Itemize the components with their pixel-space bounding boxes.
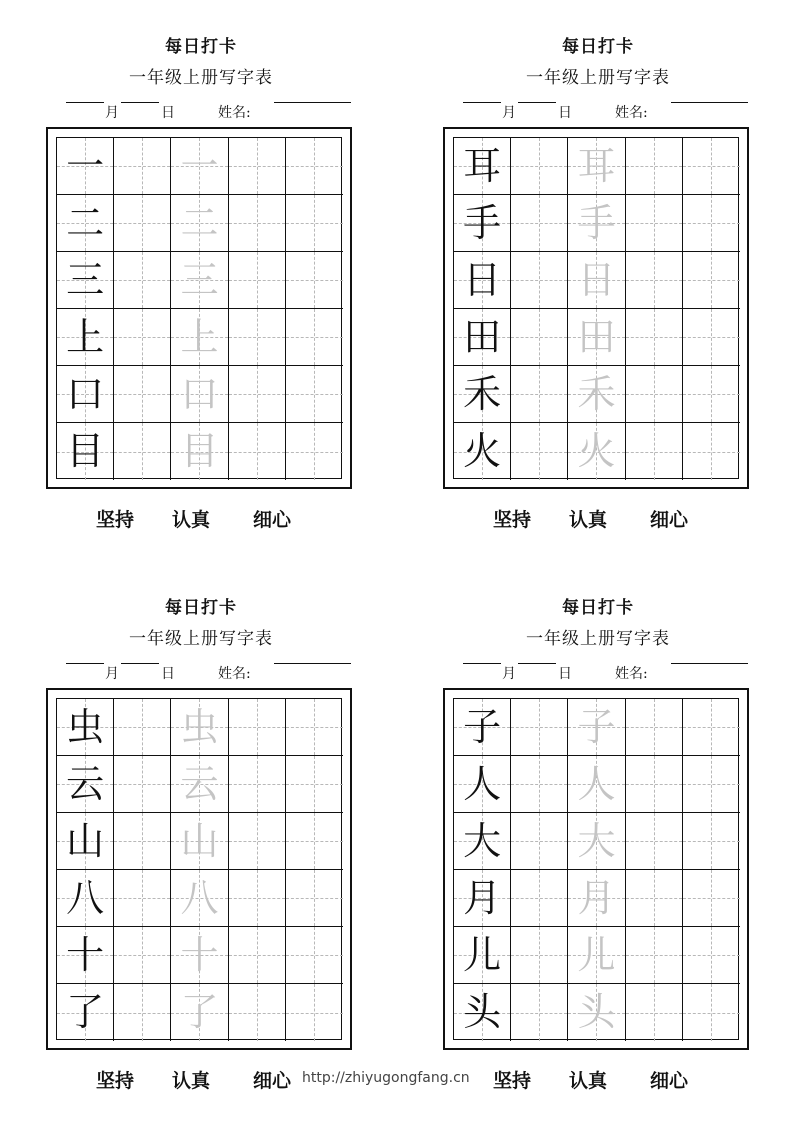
day-blank[interactable] [518, 102, 556, 103]
name-blank[interactable] [274, 663, 351, 664]
writing-grid [46, 688, 352, 1050]
model-character-cell[interactable] [57, 138, 114, 195]
practice-cell[interactable] [683, 309, 740, 366]
trace-character: 十 [180, 933, 219, 977]
worksheet-title: 每日打卡 [562, 598, 634, 618]
motto-word: 坚持 [493, 1070, 532, 1092]
practice-cell[interactable] [114, 927, 171, 984]
practice-cell[interactable] [626, 195, 683, 252]
model-character-cell[interactable] [57, 366, 114, 423]
model-character: 了 [66, 990, 105, 1034]
practice-cell[interactable] [286, 927, 343, 984]
practice-cell[interactable] [683, 366, 740, 423]
practice-cell[interactable] [114, 699, 171, 756]
month-blank[interactable] [463, 663, 501, 664]
month-blank[interactable] [66, 102, 104, 103]
trace-character: 大 [577, 819, 616, 863]
practice-cell[interactable] [229, 423, 286, 480]
model-character: 一 [66, 144, 105, 188]
worksheet-title: 每日打卡 [165, 37, 237, 57]
trace-character-cell[interactable] [568, 138, 625, 195]
day-blank[interactable] [518, 663, 556, 664]
trace-character-cell[interactable] [568, 756, 625, 813]
name-label: 姓名: [615, 105, 648, 121]
worksheet-subtitle: 一年级上册写字表 [526, 68, 670, 88]
practice-cell[interactable] [511, 699, 568, 756]
trace-character: 了 [180, 990, 219, 1034]
trace-character: 子 [577, 705, 616, 749]
motto-word: 细心 [253, 1070, 292, 1092]
practice-cell[interactable] [511, 984, 568, 1041]
model-character: 耳 [463, 144, 502, 188]
model-character-cell[interactable] [454, 870, 511, 927]
trace-character-cell[interactable] [171, 309, 228, 366]
grid-inner-frame [453, 698, 739, 1040]
trace-character-cell[interactable] [568, 813, 625, 870]
practice-cell[interactable] [511, 927, 568, 984]
trace-character: 头 [577, 990, 616, 1034]
motto-word: 坚持 [96, 1070, 135, 1092]
practice-cell[interactable] [683, 927, 740, 984]
trace-character-cell[interactable] [171, 366, 228, 423]
name-blank[interactable] [671, 102, 748, 103]
trace-character-cell[interactable] [171, 984, 228, 1041]
practice-cell[interactable] [511, 756, 568, 813]
model-character-cell[interactable] [454, 423, 511, 480]
trace-character: 田 [577, 315, 616, 359]
worksheet-subtitle: 一年级上册写字表 [526, 629, 670, 649]
practice-cell[interactable] [626, 309, 683, 366]
month-label: 月 [502, 666, 516, 682]
model-character-cell[interactable] [57, 984, 114, 1041]
date-name-line [463, 663, 753, 683]
motto-word: 认真 [172, 1070, 211, 1092]
motto-word: 认真 [569, 509, 608, 531]
model-character: 虫 [66, 705, 105, 749]
practice-cell[interactable] [286, 870, 343, 927]
practice-cell[interactable] [286, 309, 343, 366]
trace-character-cell[interactable] [171, 813, 228, 870]
practice-cell[interactable] [286, 138, 343, 195]
model-character: 儿 [463, 933, 502, 977]
motto [96, 1066, 336, 1094]
practice-cell[interactable] [511, 252, 568, 309]
practice-cell[interactable] [626, 138, 683, 195]
model-character-cell[interactable] [454, 309, 511, 366]
model-character: 二 [66, 201, 105, 245]
motto [493, 1066, 733, 1094]
month-blank[interactable] [463, 102, 501, 103]
trace-character-cell[interactable] [568, 309, 625, 366]
motto-word: 坚持 [96, 509, 135, 531]
model-character: 大 [463, 819, 502, 863]
trace-character: 手 [577, 201, 616, 245]
motto-word: 细心 [650, 509, 689, 531]
practice-cell[interactable] [683, 870, 740, 927]
grid-inner-frame [56, 698, 342, 1040]
trace-character-cell[interactable] [171, 699, 228, 756]
model-character: 云 [66, 762, 105, 806]
model-character-cell[interactable] [57, 309, 114, 366]
practice-cell[interactable] [286, 813, 343, 870]
trace-character: 禾 [577, 372, 616, 416]
trace-character: 人 [577, 762, 616, 806]
worksheet-card [443, 561, 753, 1101]
practice-cell[interactable] [114, 984, 171, 1041]
name-blank[interactable] [274, 102, 351, 103]
model-character: 十 [66, 933, 105, 977]
practice-cell[interactable] [114, 813, 171, 870]
model-character-cell[interactable] [57, 927, 114, 984]
model-character-cell[interactable] [57, 813, 114, 870]
practice-cell[interactable] [683, 813, 740, 870]
trace-character: 云 [180, 762, 219, 806]
trace-character-cell[interactable] [171, 252, 228, 309]
day-blank[interactable] [121, 102, 159, 103]
motto [96, 505, 336, 533]
name-label: 姓名: [218, 666, 251, 682]
day-label: 日 [161, 666, 175, 682]
trace-character: 口 [180, 372, 219, 416]
practice-cell[interactable] [114, 252, 171, 309]
practice-cell[interactable] [626, 366, 683, 423]
trace-character: 虫 [180, 705, 219, 749]
writing-grid [46, 127, 352, 489]
worksheet-subtitle: 一年级上册写字表 [129, 629, 273, 649]
trace-character-cell[interactable] [171, 927, 228, 984]
practice-cell[interactable] [511, 423, 568, 480]
practice-cell[interactable] [626, 870, 683, 927]
model-character: 头 [463, 990, 502, 1034]
model-character: 山 [66, 819, 105, 863]
model-character: 禾 [463, 372, 502, 416]
practice-cell[interactable] [511, 870, 568, 927]
practice-cell[interactable] [626, 813, 683, 870]
model-character: 月 [463, 876, 502, 920]
model-character: 八 [66, 876, 105, 920]
practice-cell[interactable] [229, 138, 286, 195]
trace-character: 上 [180, 315, 219, 359]
practice-cell[interactable] [114, 366, 171, 423]
trace-character: 儿 [577, 933, 616, 977]
practice-cell[interactable] [286, 195, 343, 252]
practice-cell[interactable] [626, 252, 683, 309]
date-name-line [463, 102, 753, 122]
model-character-cell[interactable] [454, 252, 511, 309]
model-character: 子 [463, 705, 502, 749]
model-character-cell[interactable] [454, 195, 511, 252]
model-character: 上 [66, 315, 105, 359]
model-character: 人 [463, 762, 502, 806]
model-character-cell[interactable] [454, 927, 511, 984]
practice-cell[interactable] [626, 423, 683, 480]
model-character-cell[interactable] [454, 984, 511, 1041]
practice-cell[interactable] [286, 366, 343, 423]
month-label: 月 [105, 666, 119, 682]
practice-cell[interactable] [683, 984, 740, 1041]
trace-character-cell[interactable] [568, 699, 625, 756]
trace-character: 耳 [577, 144, 616, 188]
practice-cell[interactable] [626, 984, 683, 1041]
practice-cell[interactable] [683, 423, 740, 480]
practice-cell[interactable] [511, 195, 568, 252]
trace-character: 日 [577, 258, 616, 302]
day-label: 日 [161, 105, 175, 121]
trace-character-cell[interactable] [568, 927, 625, 984]
motto-word: 坚持 [493, 509, 532, 531]
practice-cell[interactable] [511, 813, 568, 870]
practice-cell[interactable] [114, 309, 171, 366]
practice-cell[interactable] [683, 756, 740, 813]
practice-cell[interactable] [229, 756, 286, 813]
day-blank[interactable] [121, 663, 159, 664]
practice-cell[interactable] [683, 138, 740, 195]
practice-cell[interactable] [229, 813, 286, 870]
practice-cell[interactable] [626, 756, 683, 813]
worksheet-card [46, 561, 356, 1101]
model-character-cell[interactable] [454, 366, 511, 423]
model-character: 目 [66, 429, 105, 473]
practice-cell[interactable] [114, 195, 171, 252]
trace-character-cell[interactable] [568, 423, 625, 480]
practice-cell[interactable] [286, 756, 343, 813]
model-character-cell[interactable] [454, 138, 511, 195]
trace-character: 火 [577, 429, 616, 473]
model-character: 三 [66, 258, 105, 302]
practice-cell[interactable] [511, 366, 568, 423]
practice-cell[interactable] [511, 309, 568, 366]
trace-character: 山 [180, 819, 219, 863]
practice-cell[interactable] [626, 927, 683, 984]
date-name-line [66, 663, 356, 683]
trace-character: 三 [180, 258, 219, 302]
practice-cell[interactable] [229, 870, 286, 927]
trace-character-cell[interactable] [568, 870, 625, 927]
practice-cell[interactable] [114, 423, 171, 480]
month-blank[interactable] [66, 663, 104, 664]
grid-inner-frame [453, 137, 739, 479]
trace-character: 二 [180, 201, 219, 245]
month-label: 月 [502, 105, 516, 121]
practice-cell[interactable] [286, 984, 343, 1041]
model-character-cell[interactable] [57, 252, 114, 309]
motto-word: 认真 [172, 509, 211, 531]
name-label: 姓名: [218, 105, 251, 121]
trace-character: 八 [180, 876, 219, 920]
worksheet-card [443, 0, 753, 540]
trace-character-cell[interactable] [568, 366, 625, 423]
grid-inner-frame [56, 137, 342, 479]
worksheet-title: 每日打卡 [165, 598, 237, 618]
practice-cell[interactable] [683, 252, 740, 309]
practice-cell[interactable] [683, 195, 740, 252]
writing-grid [443, 127, 749, 489]
month-label: 月 [105, 105, 119, 121]
practice-cell[interactable] [114, 138, 171, 195]
date-name-line [66, 102, 356, 122]
motto-word: 认真 [569, 1070, 608, 1092]
trace-character-cell[interactable] [171, 195, 228, 252]
trace-character-cell[interactable] [171, 423, 228, 480]
motto-word: 细心 [253, 509, 292, 531]
worksheet-title: 每日打卡 [562, 37, 634, 57]
model-character-cell[interactable] [454, 756, 511, 813]
practice-cell[interactable] [286, 423, 343, 480]
model-character: 手 [463, 201, 502, 245]
model-character-cell[interactable] [57, 870, 114, 927]
writing-grid [443, 688, 749, 1050]
practice-cell[interactable] [229, 366, 286, 423]
day-label: 日 [558, 666, 572, 682]
practice-cell[interactable] [683, 699, 740, 756]
day-label: 日 [558, 105, 572, 121]
trace-character-cell[interactable] [171, 870, 228, 927]
worksheet-card [46, 0, 356, 540]
practice-cell[interactable] [286, 699, 343, 756]
model-character: 田 [463, 315, 502, 359]
practice-cell[interactable] [229, 195, 286, 252]
practice-cell[interactable] [286, 252, 343, 309]
name-blank[interactable] [671, 663, 748, 664]
model-character: 口 [66, 372, 105, 416]
trace-character-cell[interactable] [171, 756, 228, 813]
trace-character-cell[interactable] [171, 138, 228, 195]
model-character-cell[interactable] [454, 699, 511, 756]
model-character-cell[interactable] [57, 756, 114, 813]
watermark-url: http://zhiyugongfang.cn [302, 1070, 470, 1086]
practice-cell[interactable] [229, 699, 286, 756]
trace-character: 一 [180, 144, 219, 188]
practice-cell[interactable] [114, 756, 171, 813]
trace-character-cell[interactable] [568, 984, 625, 1041]
worksheet-subtitle: 一年级上册写字表 [129, 68, 273, 88]
motto [493, 505, 733, 533]
trace-character: 月 [577, 876, 616, 920]
practice-cell[interactable] [511, 138, 568, 195]
practice-cell[interactable] [229, 309, 286, 366]
model-character-cell[interactable] [57, 195, 114, 252]
name-label: 姓名: [615, 666, 648, 682]
model-character-cell[interactable] [454, 813, 511, 870]
model-character: 火 [463, 429, 502, 473]
practice-cell[interactable] [229, 927, 286, 984]
practice-cell[interactable] [229, 984, 286, 1041]
practice-cell[interactable] [626, 699, 683, 756]
model-character-cell[interactable] [57, 699, 114, 756]
model-character-cell[interactable] [57, 423, 114, 480]
trace-character-cell[interactable] [568, 195, 625, 252]
trace-character: 目 [180, 429, 219, 473]
practice-cell[interactable] [229, 252, 286, 309]
practice-cell[interactable] [114, 870, 171, 927]
trace-character-cell[interactable] [568, 252, 625, 309]
model-character: 日 [463, 258, 502, 302]
motto-word: 细心 [650, 1070, 689, 1092]
